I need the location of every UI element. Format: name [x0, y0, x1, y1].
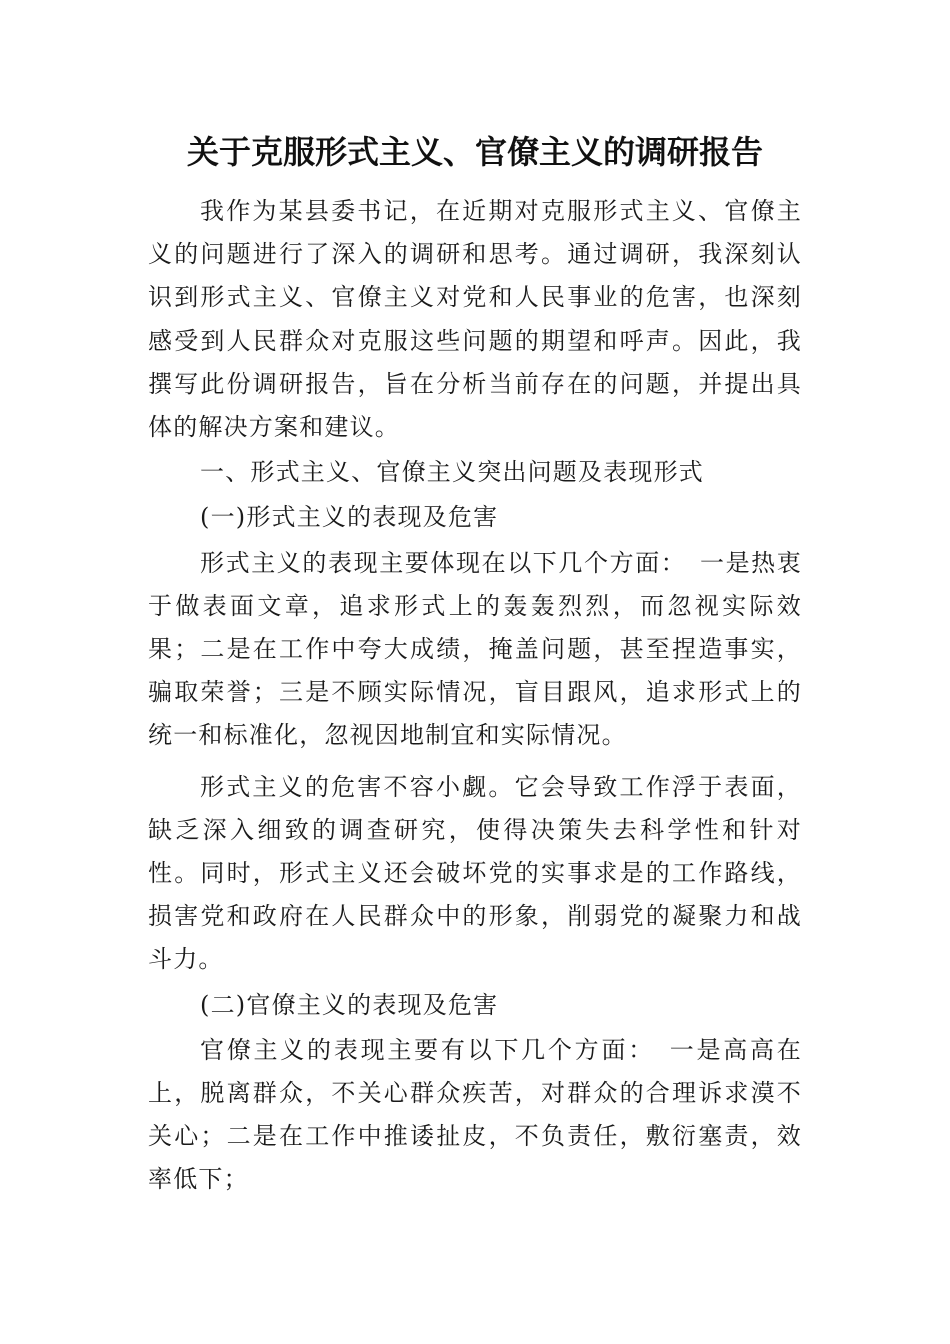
intro-paragraph: 我作为某县委书记，在近期对克服形式主义、官僚主义的问题进行了深入的调研和思考。通过调研，我深刻认识到形式主义、官僚主义对党和人民事业的危害，也深刻感受到人民群众对克服这些问题的期望和呼声。因此，我撰写此份调研报告，旨在分析当前存在的问题，并提出具体的解决方案和建议。: [148, 197, 802, 442]
bureaucratism-manifestations-paragraph: 官僚主义的表现主要有以下几个方面： 一是高高在上，脱离群众，不关心群众疾苦，对群众的合理诉求漠不关心；二是在工作中推诿扯皮，不负责任，敷衍塞责，效率低下；: [148, 1035, 802, 1194]
document-title: 关于克服形式主义、官僚主义的调研报告: [186, 133, 763, 171]
subsection-heading-1: (一)形式主义的表现及危害: [200, 503, 499, 532]
formalism-manifestations-paragraph: 形式主义的表现主要体现在以下几个方面： 一是热衷于做表面文章，追求形式上的轰轰烈烈，而忽视实际效果；二是在工作中夸大成绩，掩盖问题，甚至捏造事实，骗取荣誉；三是不顾实际情况，盲目跟风，追求形式上的统一和标准化，忽视因地制宜和实际情况。: [148, 548, 802, 750]
document-body: [148, 190, 802, 1202]
subsection-heading-2: (二)官僚主义的表现及危害: [200, 990, 499, 1019]
formalism-harm-paragraph: 形式主义的危害不容小觑。它会导致工作浮于表面，缺乏深入细致的调查研究，使得决策失去科学性和针对性。同时，形式主义还会破坏党的实事求是的工作路线，损害党和政府在人民群众中的形象，削弱党的凝聚力和战斗力。: [148, 772, 802, 974]
section-heading-1: 一、形式主义、官僚主义突出问题及表现形式: [200, 458, 704, 487]
